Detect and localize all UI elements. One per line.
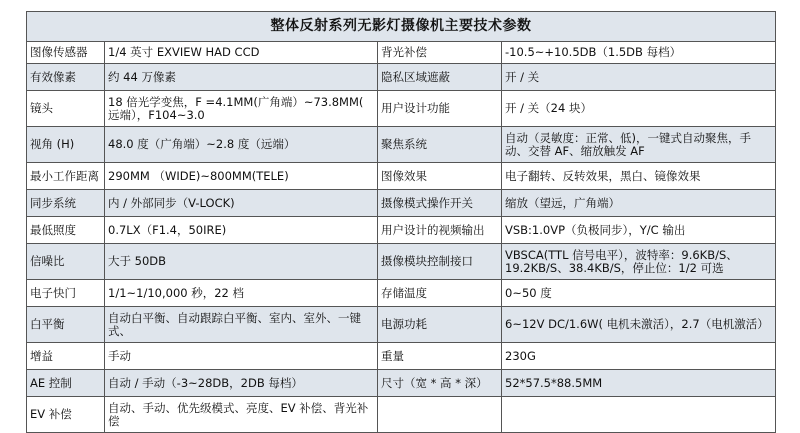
param-value-right: 缩放（望远，广角端） — [502, 190, 776, 217]
param-value-right: 52*57.5*88.5MM — [502, 370, 776, 397]
param-value-right: VSB:1.0VP（负极同步），Y/C 输出 — [502, 217, 776, 244]
param-label-left: AE 控制 — [27, 370, 105, 397]
param-label-right: 聚焦系统 — [378, 127, 502, 163]
table-row — [27, 244, 776, 280]
spec-table-container — [26, 11, 775, 433]
param-value-left: 自动 / 手动（-3~28DB，2DB 每档） — [105, 370, 378, 397]
table-row — [27, 307, 776, 343]
table-row — [27, 64, 776, 91]
param-value-left: 大于 50DB — [105, 244, 378, 280]
table-row — [27, 397, 776, 433]
param-value-left: 0.7LX（F1.4，50IRE) — [105, 217, 378, 244]
param-value-left: 18 倍光学变焦，F =4.1MM(广角端）~73.8MM( 远端），F104~3.0 — [105, 91, 378, 127]
param-label-left: 镜头 — [27, 91, 105, 127]
param-label-left: 图像传感器 — [27, 42, 105, 64]
table-row — [27, 91, 776, 127]
param-label-right: 摄像模式操作开关 — [378, 190, 502, 217]
param-value-right: 开 / 关 — [502, 64, 776, 91]
param-value-left: 1/1~1/10,000 秒，22 档 — [105, 280, 378, 307]
param-value-right: 0~50 度 — [502, 280, 776, 307]
param-label-right: 背光补偿 — [378, 42, 502, 64]
param-value-right — [502, 397, 776, 433]
param-label-left: 电子快门 — [27, 280, 105, 307]
param-value-left: 约 44 万像素 — [105, 64, 378, 91]
param-value-left: 自动白平衡、自动跟踪白平衡、室内、室外、一键式、 — [105, 307, 378, 343]
table-row — [27, 42, 776, 64]
param-label-right: 电源功耗 — [378, 307, 502, 343]
param-value-right: -10.5~+10.5DB（1.5DB 每档） — [502, 42, 776, 64]
param-label-right: 重量 — [378, 343, 502, 370]
table-row — [27, 127, 776, 163]
param-value-right: 6~12V DC/1.6W( 电机未激活），2.7（电机激活） — [502, 307, 776, 343]
table-row — [27, 370, 776, 397]
param-label-right: 存储温度 — [378, 280, 502, 307]
spec-table — [26, 11, 776, 433]
param-value-left: 48.0 度（广角端）~2.8 度（远端） — [105, 127, 378, 163]
param-label-right: 隐私区域遮蔽 — [378, 64, 502, 91]
param-value-left: 手动 — [105, 343, 378, 370]
table-row — [27, 190, 776, 217]
param-value-right: 自动（灵敏度：正常、低)，一键式自动聚焦，手动、交替 AF、缩放触发 AF — [502, 127, 776, 163]
param-label-right: 用户设计功能 — [378, 91, 502, 127]
param-label-left: 增益 — [27, 343, 105, 370]
param-value-left: 290MM （WIDE)~800MM(TELE) — [105, 163, 378, 190]
table-row — [27, 343, 776, 370]
table-row — [27, 163, 776, 190]
param-label-right: 尺寸（宽 * 高 * 深） — [378, 370, 502, 397]
param-label-right — [378, 397, 502, 433]
table-row — [27, 217, 776, 244]
param-label-left: 最低照度 — [27, 217, 105, 244]
param-label-left: 最小工作距离 — [27, 163, 105, 190]
param-value-right: 230G — [502, 343, 776, 370]
param-value-left: 内 / 外部同步（V-LOCK) — [105, 190, 378, 217]
param-label-left: 有效像素 — [27, 64, 105, 91]
param-label-left: EV 补偿 — [27, 397, 105, 433]
param-label-right: 用户设计的视频输出 — [378, 217, 502, 244]
param-value-left: 1/4 英寸 EXVIEW HAD CCD — [105, 42, 378, 64]
param-label-right: 图像效果 — [378, 163, 502, 190]
param-label-left: 同步系统 — [27, 190, 105, 217]
table-row — [27, 280, 776, 307]
param-value-right: 开 / 关（24 块） — [502, 91, 776, 127]
param-label-left: 视角 (H) — [27, 127, 105, 163]
param-value-right: 电子翻转、反转效果，黑白、镜像效果 — [502, 163, 776, 190]
param-label-left: 信噪比 — [27, 244, 105, 280]
param-label-left: 白平衡 — [27, 307, 105, 343]
param-label-right: 摄像模块控制接口 — [378, 244, 502, 280]
param-value-left: 自动、手动、优先级模式、亮度、EV 补偿、背光补偿 — [105, 397, 378, 433]
table-title: 整体反射系列无影灯摄像机主要技术参数 — [27, 12, 776, 42]
param-value-right: VBSCA(TTL 信号电平），波特率：9.6KB/S、19.2KB/S、38.4KB/S，停止位：1/2 可选 — [502, 244, 776, 280]
